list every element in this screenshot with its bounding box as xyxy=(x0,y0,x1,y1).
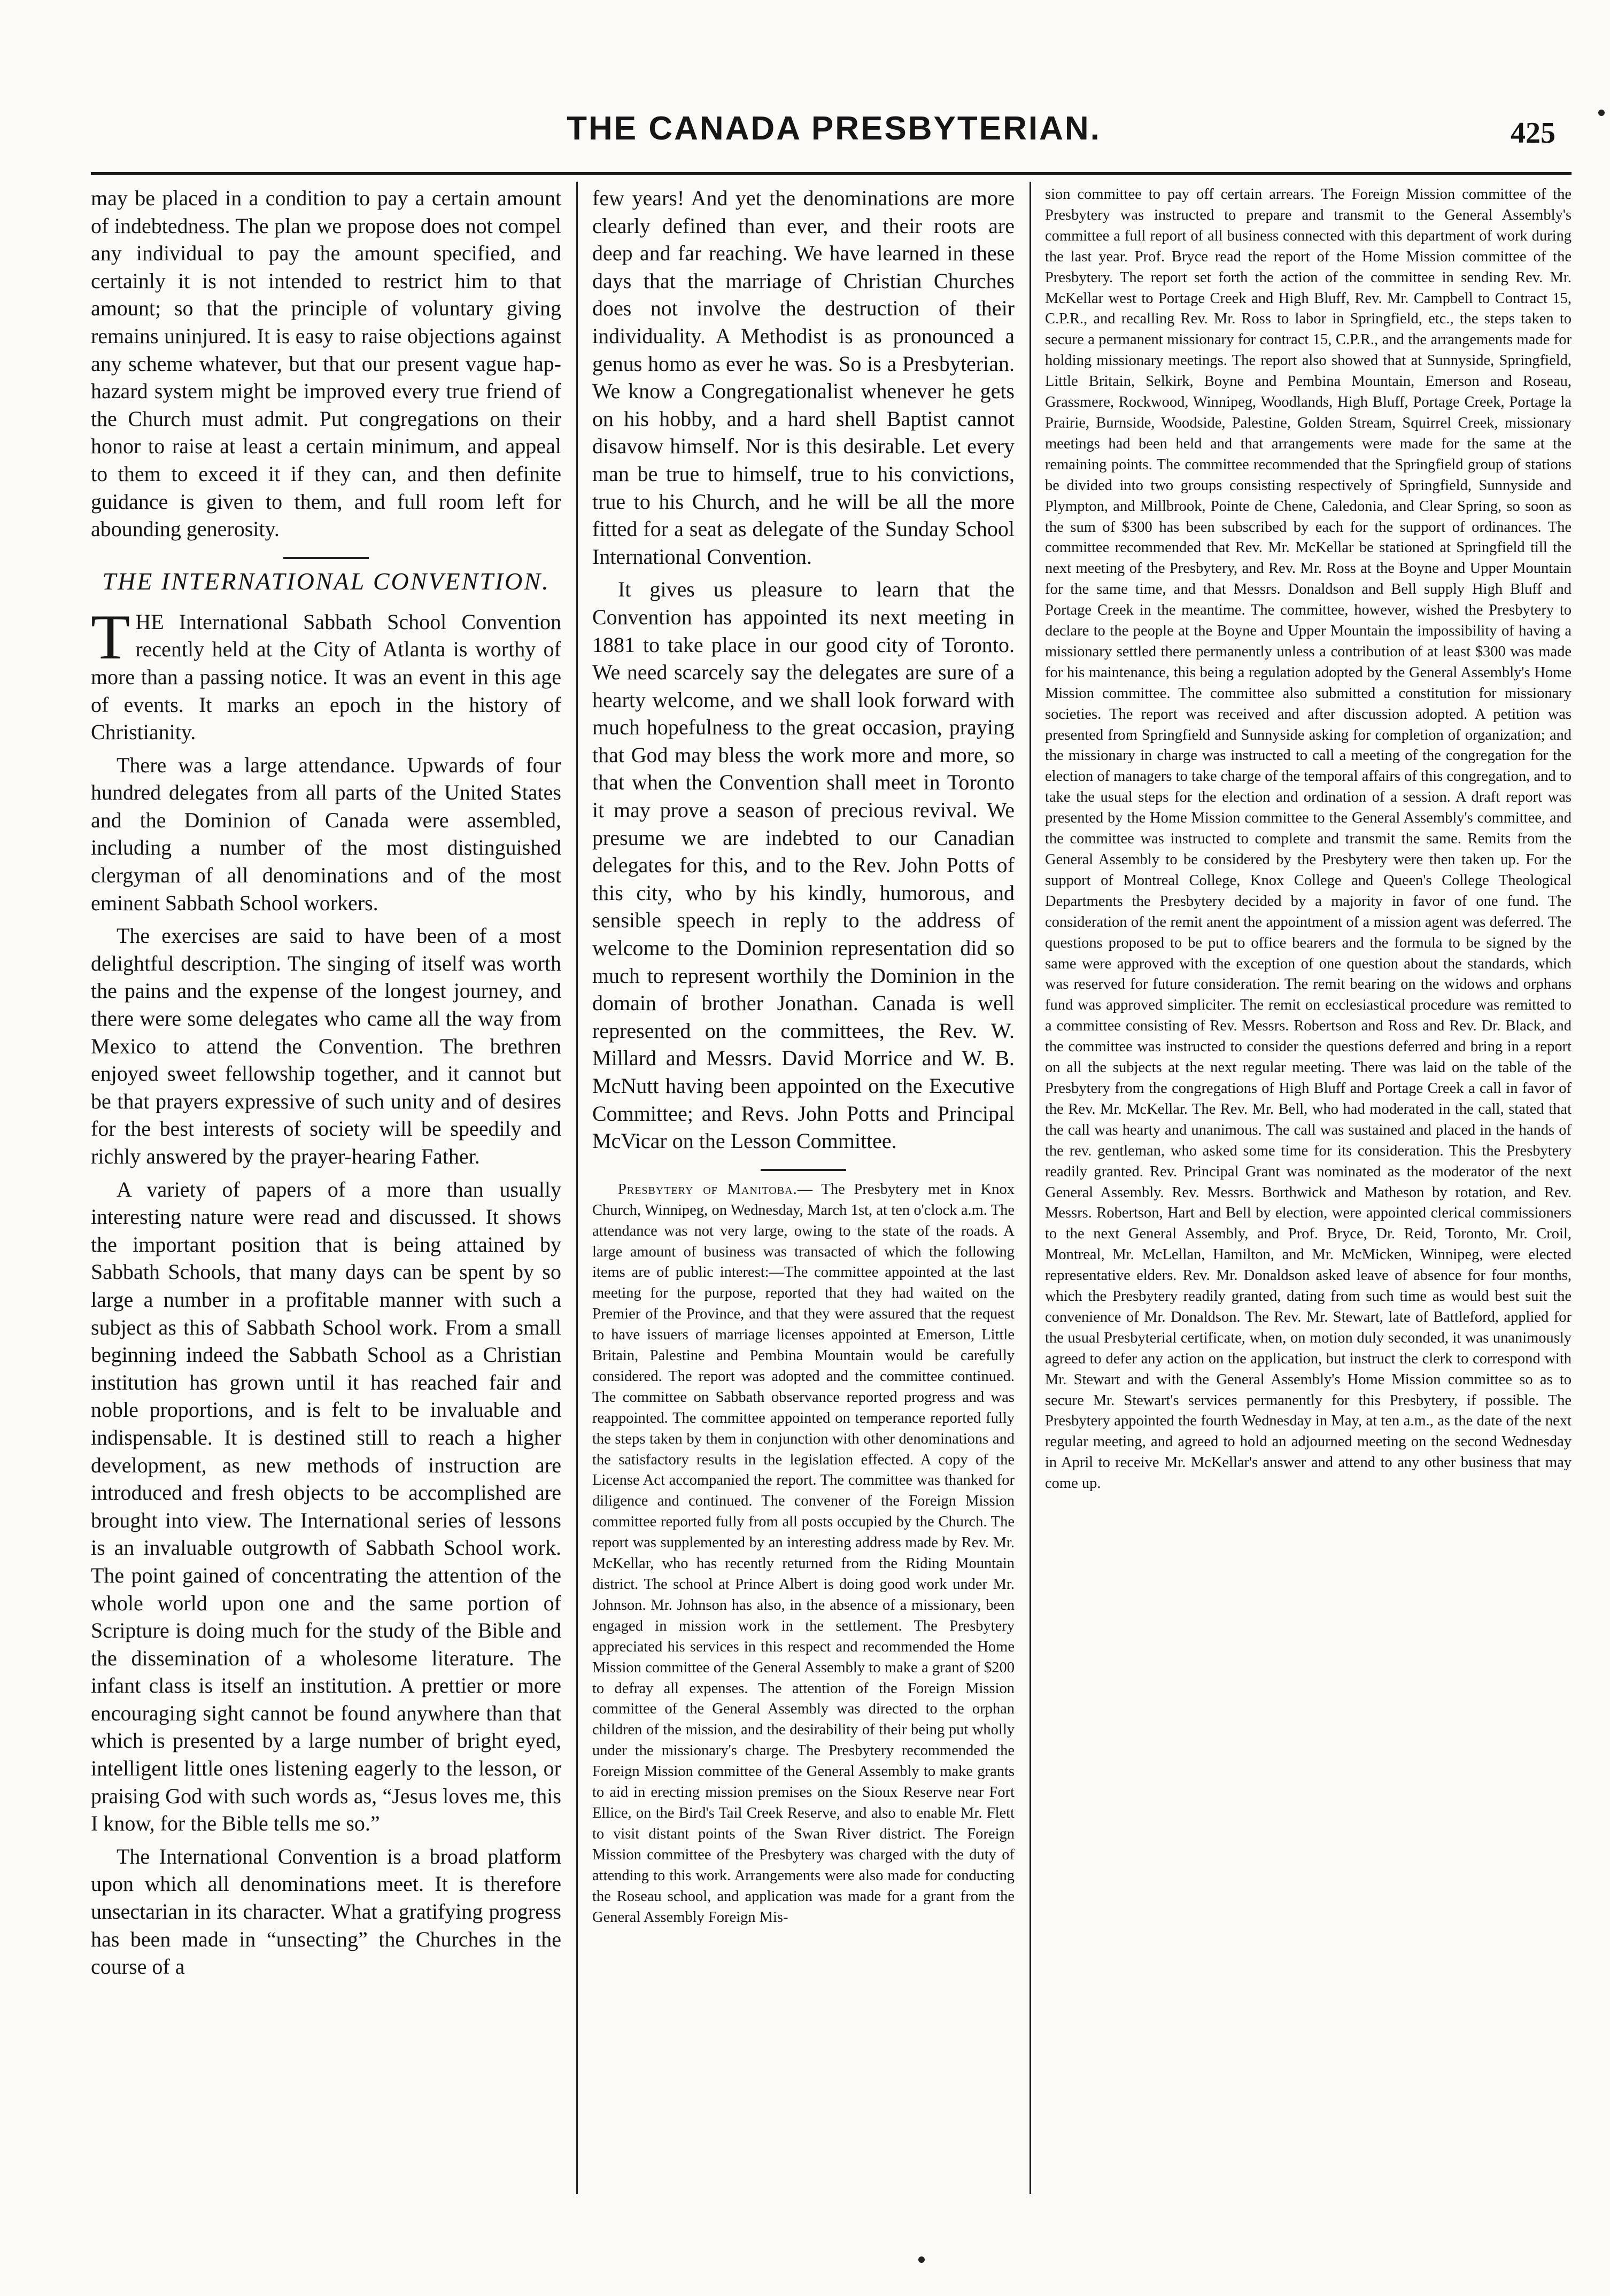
column-divider-2 xyxy=(1030,182,1031,2194)
paragraph: A variety of papers of a more than usually interesting nature were read and discussed. It shows the important position that is being attained by Sabbath Schools, that many days can be spent by so large a number in a profitable manner with such a subject as this of Sabbath School work. From a small beginning indeed the Sabbath School as a Christian institution has grown until it has reached fair and noble proportions, and is felt to be invaluable and indispensable. It is destined still to reach a higher development, as new methods of instruction are introduced and fresh objects to be accomplished are brought into view. The International series of lessons is an invaluable outgrowth of Sabbath School work. The point gained of concentrating the attention of the whole world upon one and the same portion of Scripture is doing much for the study of the Bible and the dissemination of a wholesome literature. The infant class is itself an institution. A prettier or more encouraging sight cannot be found anywhere than that which is presented by a large number of bright eyed, intelligent little ones listening eagerly to the lesson, or praising God with such words as, “Jesus loves me, this I know, for the Bible tells me so.” xyxy=(91,1177,561,1836)
lead-word: HE xyxy=(135,609,164,634)
page-number: 425 xyxy=(1511,117,1555,150)
header-rule xyxy=(91,172,1572,175)
report-text: — The Presbytery met in Knox Church, Winnipeg, on Wednesday, March 1st, at ten o'clock a.m. The attendance was not very large, owing to the state of the roads. A large amount of business was transacted of which the following items are of public interest:—The committee appointed at the last meeting for the purpose, reported that they had waited on the Premier of the Province, and that they were assured that the request to have issuers of marriage licenses appointed at Emerson, Little Britain, Palestine and Pembina Mountain would be carefully considered. The report was adopted and the committee continued. The committee on Sabbath observance reported progress and was reappointed. The committee appointed on temperance reported fully the steps taken by them in conjunction with other denominations and the satisfactory results in the legislation effected. A copy of the License Act accompanied the report. The committee was thanked for diligence and continued. The convener of the Foreign Mission committee reported fully from all posts occupied by the Church. The report was supplemented by an interesting address made by Rev. Mr. McKellar, who has recently returned from the Riding Mountain district. The school at Prince Albert is doing good work under Mr. Johnson. Mr. Johnson has also, in the absence of a missionary, been engaged in mission work in the settlement. The Presbytery appreciated his services in this respect and recommended the Home Mission committee of the General Assembly to make a grant of $200 to defray all expenses. The attention of the Foreign Mission committee of the General Assembly was directed to the orphan children of the mission, and the desirability of their being put wholly under the missionary's charge. The Presbytery recommended the Foreign Mission committee of the General Assembly to make grants to aid in erecting mission premises on the Sioux Reserve near Fort Ellice, on the Bird's Tail Creek Reserve, and also to enable Mr. Flett to visit distant points of the Swan River district. The Foreign Mission committee of the Presbytery was charged with the duty of attending to this work. Arrangements were also made for conducting the Roseau school, and application was made for a grant from the General Assembly Foreign Mis- xyxy=(592,1181,1015,1926)
margin-dot xyxy=(1598,110,1605,116)
paragraph: There was a large attendance. Upwards of four hundred delegates from all parts of the United States and the Dominion of Canada were assembled, including a number of the most distinguished clergyman of all denominations and of the most eminent Sabbath School workers. xyxy=(91,753,561,915)
column-2 xyxy=(592,184,1015,2242)
page-header xyxy=(91,110,1577,160)
lead-text: International Sabbath School Convention recently held at the City of Atlanta is worthy of more than a passing notice. It was an event in this age of events. It marks an epoch in the history of Christianity. xyxy=(91,609,561,744)
drop-cap: T xyxy=(91,601,130,672)
column-1 xyxy=(91,184,561,2253)
column-divider-1 xyxy=(576,182,578,2194)
paragraph-continued: few years! And yet the denominations are more clearly defined than ever, and their roots are deep and far reaching. We have learned in these days that the marriage of Christian Churches does not involve the destruction of their individuality. A Methodist is as pronounced a genus homo as ever he was. So is a Presbyterian. We know a Congregationalist whenever he gets on his hobby, and a hard shell Baptist cannot disavow himself. Nor is this desirable. Let every man be true to himself, true to his convictions, true to his Church, and he will be all the more fitted for a seat as delegate of the Sunday School International Convention. xyxy=(592,186,1015,569)
presbytery-report-continued: sion committee to pay off certain arrears. The Foreign Mission committee of the Presbytery was instructed to prepare and transmit to the General Assembly's committee a full report of all business connected with this department of work during the last year. Prof. Bryce read the report of the Home Mission committee of the Presbytery. The report set forth the action of the committee in sending Rev. Mr. McKellar west to Portage Creek and High Bluff, Rev. Mr. Campbell to Contract 15, C.P.R., and recalling Rev. Mr. Ross to labor in Springfield, etc., the steps taken to secure a permanent missionary for contract 15, C.P.R., and the arrangements made for holding missionary meetings. The report also showed that at Sunnyside, Springfield, Little Britain, Selkirk, Boyne and Pembina Mountain, Emerson and Roseau, Grassmere, Rockwood, Winnipeg, Woodlands, High Bluff, Portage Creek, Portage la Prairie, Burnside, Woodside, Palestine, Golden Stream, Squirrel Creek, missionary meetings had been held and that arrangements were made for the same at the remaining points. The committee recommended that the Springfield group of stations be divided into two groups consisting respectively of Springfield, Sunnyside and Plympton, and Millbrook, Pointe de Chene, Caledonia, and Clear Spring, so soon as the sum of $300 has been subscribed by each for the support of ordinances. The committee recommended that Rev. Mr. McKellar be stationed at Springfield till the next meeting of the Presbytery, and Rev. Mr. Ross at the Boyne and Upper Mountain for the same time, and that Messrs. Donaldson and Bell supply High Bluff and Portage Creek in the meantime. The committee, however, wished the Presbytery to declare to the people at the Boyne and Upper Mountain the impossibility of having a missionary settled there permanently unless a contribution of at least $300 was made for his maintenance, this being a regulation adopted by the General Assembly's Home Mission committee. The committee also submitted a constitution for missionary societies. The report was received and after discussion adopted. A petition was presented from Springfield and Sunnyside asking for completion of organization; and the missionary in charge was instructed to call a meeting of the congregation for the election of managers to take charge of the temporal affairs of this congregation, and to take the usual steps for the election and ordination of a session. A draft report was presented by the Home Mission committee to the General Assembly's committee, and the committee was instructed to complete and transmit the same. Remits from the General Assembly to be considered by the Presbytery were then taken up. For the support of Montreal College, Knox College and Queen's College Theological Departments the Presbytery decided by a majority in favor of one fund. The consideration of the remit anent the appointment of a mission agent was deferred. The questions proposed to be put to office bearers and the formula to be signed by the same were approved with the exception of one question about the standards, which was reserved for future consideration. The remit bearing on the widows and orphans fund was approved simpliciter. The remit on ecclesiastical procedure was remitted to a committee consisting of Rev. Messrs. Robertson and Ross and Rev. Dr. Black, and the committee was instructed to consider the questions deferred and bring in a report on all the subjects at the next regular meeting. There was laid on the table of the Presbytery from the congregations of High Bluff and Portage Creek a call in favor of the Rev. Mr. McKellar. The Rev. Mr. Bell, who had moderated in the call, stated that the call was hearty and unanimous. The call was sustained and placed in the hands of the rev. gentleman, who asked some time for its consideration. This the Presbytery readily granted. Rev. Principal Grant was nominated as the moderator of the next General Assembly. Rev. Messrs. Borthwick and Matheson by rotation, and Rev. Messrs. Robertson, Hart and Bell by election, were appointed clerical commissioners to the next General Assembly, and Prof. Bryce, Dr. Reid, Toronto, Mr. Croil, Montreal, Mr. McLellan, Hamilton, and Mr. McMicken, Winnipeg, were elected representative elders. Rev. Mr. Donaldson asked leave of absence for four months, which the Presbytery readily granted, dating from such time as would best suit the convenience of Mr. Donaldson. The Rev. Mr. Stewart, late of Battleford, applied for the usual Presbyterial certificate, when, on motion duly seconded, it was unanimously agreed to defer any action on the application, but instruct the clerk to correspond with Mr. Stewart and with the General Assembly's Home Mission committee so as to secure Mr. Stewart's services permanently for this Presbytery, if possible. The Presbytery appointed the fourth Wednesday in May, at ten a.m., as the date of the next regular meeting, and agreed to hold an adjourned meeting on the second Wednesday in April to receive Mr. McKellar's answer and attend to any other business that may come up. xyxy=(1045,186,1572,1492)
section-rule xyxy=(761,1169,846,1171)
column-3 xyxy=(1045,184,1572,2226)
running-title: THE CANADA PRESBYTERIAN. xyxy=(567,110,1101,147)
paragraph: The International Convention is a broad platform upon which all denominations meet. It is therefore unsectarian in its character. What a gratifying progress has been made in “unsecting” the Churches in the course of a xyxy=(91,1844,561,1979)
presbytery-report xyxy=(592,1180,1015,1928)
paragraph: The exercises are said to have been of a most delightful description. The singing of itself was worth the pains and the expense of the longest journey, and there were some delegates who came all the way from Mexico to attend the Convention. The brethren enjoyed sweet fellowship together, and it cannot but be that prayers expressive of such unity and of desires for the best interests of society will be speedily and richly answered by the prayer-hearing Father. xyxy=(91,924,561,1168)
article-heading: THE INTERNATIONAL CONVENTION. xyxy=(102,567,550,595)
report-lead: Presbytery of Manitoba. xyxy=(618,1181,798,1198)
section-rule xyxy=(283,557,369,559)
bottom-dot xyxy=(918,2256,925,2263)
paragraph-continued: may be placed in a condition to pay a certain amount of indebtedness. The plan we propose does not compel any individual to pay the amount specified, and certainly it is not intended to restrict him to that amount; so that the principle of voluntary giving remains uninjured. It is easy to raise objections against any scheme whatever, but that our present vague hap-hazard system might be improved every true friend of the Church must admit. Put congregations on their honor to raise at least a certain minimum, and appeal to them to exceed it if they can, and then definite guidance is given to them, and full room left for abounding generosity. xyxy=(91,186,561,541)
article-lead-paragraph xyxy=(91,601,561,746)
paragraph: It gives us pleasure to learn that the Convention has appointed its next meeting in 1881 to take place in our good city of Toronto. We need scarcely say the delegates are sure of a hearty welcome, and we shall look forward with much hopefulness to the great occasion, praying that God may bless the work more and more, so that when the Convention shall meet in Toronto it may prove a season of precious revival. We presume we are indebted to our Canadian delegates for this, and to the Rev. John Potts of this city, who by his kindly, humorous, and sensible speech in reply to the address of welcome to the Dominion representation did so much to represent worthily the Dominion in the domain of brother Jonathan. Canada is well represented on the committees, the Rev. W. Millard and Messrs. David Morrice and W. B. McNutt having been appointed on the Executive Committee; and Revs. John Potts and Principal McVicar on the Lesson Committee. xyxy=(592,577,1015,1153)
